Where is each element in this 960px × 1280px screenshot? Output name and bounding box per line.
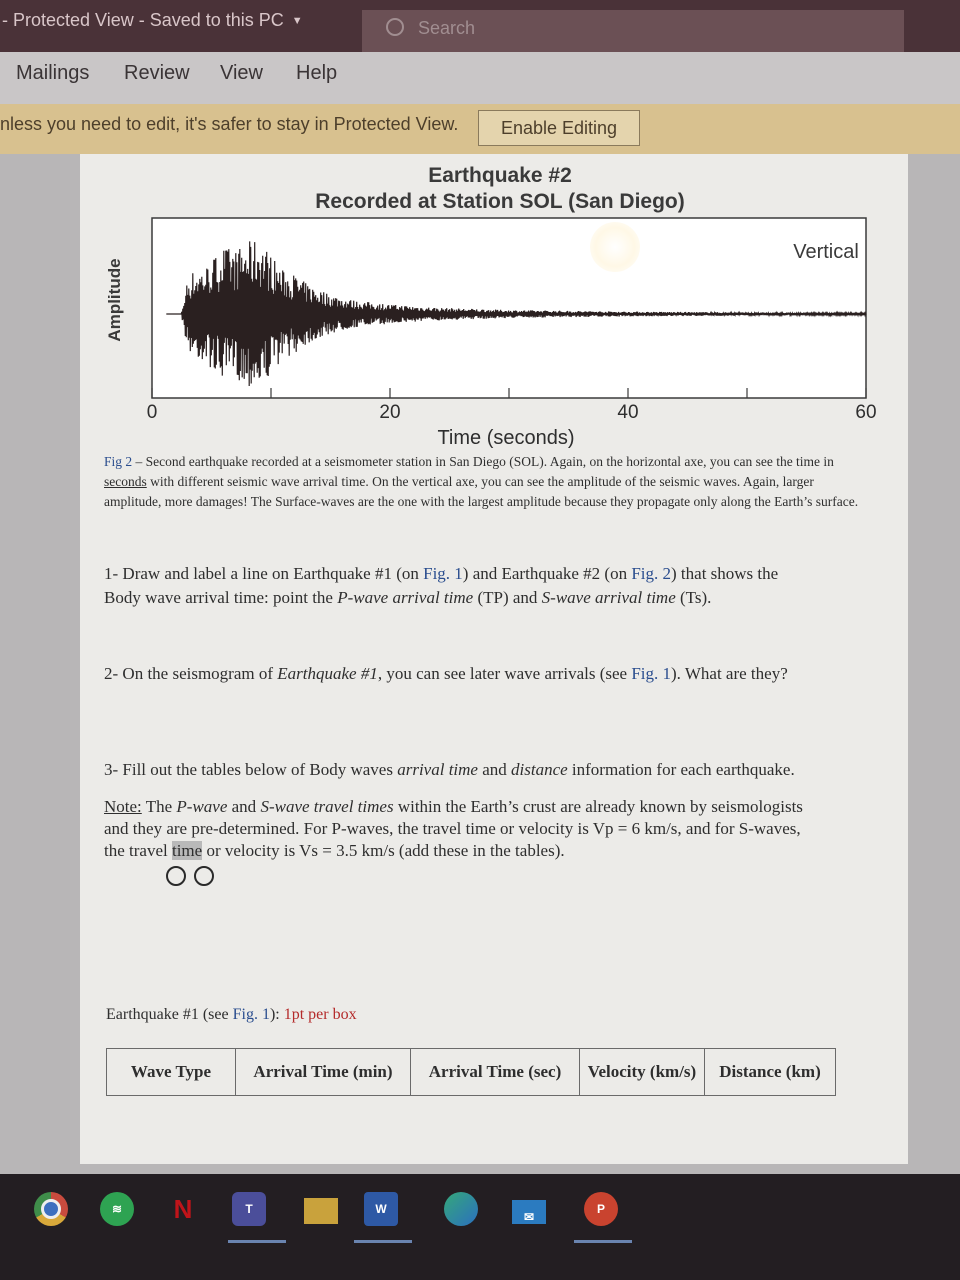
q3-distance: distance [511,760,568,779]
enable-editing-button[interactable]: Enable Editing [478,110,640,146]
q1-text-d: Body wave arrival time: point the [104,588,338,607]
q2-earthquake: Earthquake #1 [277,664,378,683]
q1-s-wave: S-wave arrival time [541,588,676,607]
spotify-icon[interactable]: ≋ [100,1192,134,1226]
powerpoint-icon[interactable]: P [584,1192,618,1226]
col-arrival-sec: Arrival Time (sec) [411,1049,580,1096]
search-placeholder: Search [418,18,476,38]
ink-marks [166,866,222,891]
chevron-down-icon[interactable]: ▼ [291,15,303,28]
active-app-indicator [228,1240,286,1243]
word-icon[interactable]: W [364,1192,398,1226]
screen-glare [590,222,640,272]
x-tick-label: 60 [855,402,877,423]
panel-label: Vertical [793,241,859,263]
col-wave-type: Wave Type [107,1049,236,1096]
table-heading [106,1006,357,1024]
col-distance: Distance (km) [705,1049,836,1096]
q1-fig2-ref[interactable]: Fig. 2 [631,564,672,583]
y-axis-label: Amplitude [105,258,124,342]
x-tick-label: 0 [146,402,158,423]
q1-text-f: (Ts). [675,588,712,607]
q2-text-a: 2- On the seismogram of [104,664,278,683]
q1-fig1-ref[interactable]: Fig. 1 [423,564,463,583]
x-tick-label: 20 [379,402,401,423]
note-p-wave: P-wave [176,797,228,816]
q2-text-c: ). What are they? [671,664,788,683]
table-fig-ref[interactable]: Fig. 1 [232,1006,270,1023]
earthquake-1-table [106,1048,836,1096]
q3-text-b: and [477,760,512,779]
active-app-indicator [354,1240,412,1243]
note-text-c: within the Earth’s crust are already known by seismologists [393,797,803,816]
col-velocity: Velocity (km/s) [580,1049,705,1096]
tab-help[interactable]: Help [296,62,338,84]
note-s-wave: S-wave travel times [260,797,394,816]
q1-text-c: ) that shows the [671,564,779,583]
circle-mark [194,866,214,886]
figure-caption [104,452,860,512]
caption-fig-label: Fig 2 [104,454,133,469]
question-1 [104,562,864,610]
question-2 [104,662,864,686]
q2-text-b: , you can see later wave arrivals (see [377,664,632,683]
q1-text-a: 1- Draw and label a line on Earthquake #1 (on [104,564,424,583]
x-tick-label: 40 [617,402,639,423]
note-line-3a: the travel [104,841,172,860]
figure-subtitle: Recorded at Station SOL (San Diego) [315,190,685,213]
tab-review[interactable]: Review [124,62,190,84]
note-paragraph [104,796,864,862]
table-heading-a: Earthquake #1 (see [106,1006,233,1023]
q2-fig-ref[interactable]: Fig. 1 [631,664,672,683]
table-header-row [107,1049,836,1096]
points-label: 1pt per box [283,1006,357,1023]
file-explorer-icon[interactable] [304,1198,338,1224]
caption-link[interactable]: seconds [104,474,147,489]
caption-text-1: – Second earthquake recorded at a seismometer station in San Diego (SOL). Again, on the horizontal axe, you can see the time in [132,454,834,469]
tab-mailings[interactable]: Mailings [16,62,90,84]
mail-icon[interactable]: ✉ [512,1200,546,1224]
col-arrival-min: Arrival Time (min) [236,1049,411,1096]
table-heading-b: ): [269,1006,284,1023]
caption-text-2: with different seismic wave arrival time. On the vertical axe, you can see the amplitude of the seismic waves. Again, larger amplitude, more damages! The Surface-waves are the one with the largest amplitude because they propagate only along the Earth’s surface. [104,474,859,509]
note-line-2: and they are pre-determined. For P-waves, the travel time or velocity is Vp = 6 km/s, and for S-waves, [104,819,801,838]
note-text-a: The [141,797,177,816]
teams-icon[interactable]: T [232,1192,266,1226]
question-3 [104,758,864,782]
note-highlight[interactable]: time [171,841,203,860]
note-line-3b: or velocity is Vs = 3.5 km/s (add these in the tables). [202,841,565,860]
protected-view-message: nless you need to edit, it's safer to stay in Protected View. [0,114,459,134]
taskbar [0,1174,960,1280]
edge-icon[interactable] [444,1192,478,1226]
circle-mark [166,866,186,886]
q1-p-wave: P-wave arrival time [337,588,474,607]
q3-arrival: arrival time [397,760,478,779]
q3-text-a: 3- Fill out the tables below of Body waves [104,760,398,779]
note-text-b: and [227,797,261,816]
tab-view[interactable]: View [220,62,263,84]
chrome-icon[interactable] [34,1192,68,1226]
q1-text-e: (TP) and [473,588,542,607]
document-title: - Protected View - Saved to this PC [2,10,284,30]
x-axis-label: Time (seconds) [437,427,575,449]
active-app-indicator [574,1240,632,1243]
note-label: Note: [104,797,142,816]
figure-title: Earthquake #2 [428,164,572,187]
q1-text-b: ) and Earthquake #2 (on [462,564,632,583]
netflix-icon[interactable]: N [173,1194,193,1224]
q3-text-c: information for each earthquake. [567,760,795,779]
